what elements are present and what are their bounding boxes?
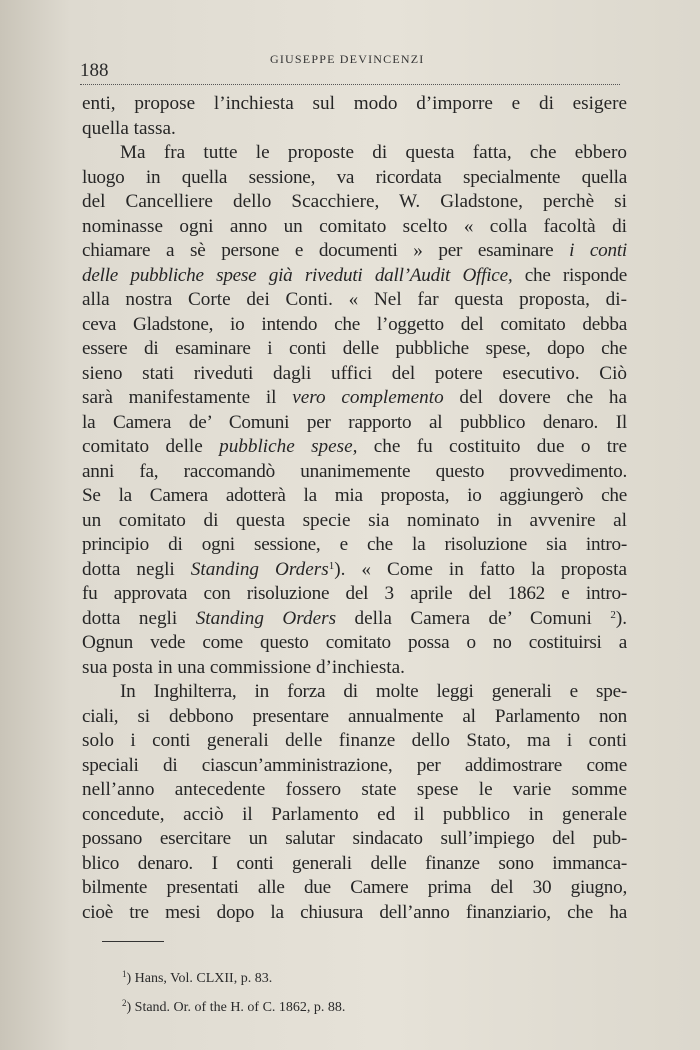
- text-line: nominasse ogni anno un comitato scelto « colla facoltà di: [82, 215, 627, 237]
- italic-phrase: Standing Orders: [190, 558, 329, 580]
- text-line: quella tassa.: [82, 117, 176, 139]
- text-line: cioè tre mesi dopo la chiusura dell’anno finanziario, che ha: [82, 901, 627, 923]
- text-line: alla nostra Corte dei Conti. « Nel far questa proposta, di-: [82, 289, 627, 310]
- footnote-mark: 2: [122, 998, 127, 1008]
- page-header: [80, 44, 620, 85]
- italic-phrase: delle pubbliche spese già riveduti dall’Audit Office,: [82, 264, 513, 286]
- text-line: ciali, si debbono presentare annualmente al Parlamento non: [82, 705, 627, 727]
- body-text: [82, 92, 627, 925]
- text-line: anni fa, raccomandò unanimemente questo provvedimento.: [82, 460, 627, 482]
- text-line: possano esercitare un salutar sindacato sull’impiego del pub-: [82, 828, 627, 849]
- text-line: luogo in quella sessione, va ricordata specialmente quella: [82, 166, 627, 188]
- text-line: In Inghilterra, in forza di molte leggi generali e spe-: [120, 681, 627, 702]
- text-line: un comitato di questa specie sia nominato in avvenire al: [82, 509, 627, 531]
- text-line: sua posta in una commissione d’inchiesta.: [82, 656, 405, 678]
- text-line: sarà manifestamente il vero complemento del dovere che ha: [82, 387, 628, 408]
- text-line: delle pubbliche spese già riveduti dall’Audit Office, che risponde: [82, 264, 627, 286]
- text-line: ceva Gladstone, io intendo che l’oggetto del comitato debba: [82, 313, 627, 335]
- text-line: nell’anno antecedente fossero state spese le varie somme: [82, 779, 627, 800]
- text-line: enti, propose l’inchiesta sul modo d’imporre e di esigere: [82, 93, 627, 114]
- page-number: 188: [80, 60, 109, 81]
- text-line: blico denaro. I conti generali delle finanze sono immanca-: [82, 852, 627, 874]
- footnote: [122, 991, 345, 1020]
- running-head: GIUSEPPE DEVINCENZI: [270, 52, 425, 66]
- footnotes: [122, 962, 345, 1020]
- footnote-divider: [102, 941, 164, 942]
- footnote-ref: 2: [610, 608, 616, 621]
- italic-phrase: i conti: [569, 240, 627, 261]
- footnote-mark: 1: [122, 969, 127, 979]
- footnote-text: ) Stand. Or. of the H. of C. 1862, p. 88.: [126, 1000, 346, 1015]
- text-line: del Cancelliere dello Scacchiere, W. Gladstone, perchè si: [82, 191, 627, 212]
- footnote: [122, 962, 345, 991]
- italic-phrase: Standing Orders: [195, 607, 337, 629]
- text-line: bilmente presentati alle due Camere prima del 30 giugno,: [82, 877, 627, 898]
- text-line: fu approvata con risoluzione del 3 aprile del 1862 e intro-: [82, 583, 627, 604]
- text-line: comitato delle pubbliche spese, che fu costituito due o tre: [82, 436, 627, 457]
- footnote-text: ) Hans, Vol. CLXII, p. 83.: [126, 971, 273, 986]
- text-line: Se la Camera adotterà la mia proposta, io aggiungerò che: [82, 485, 627, 506]
- text-line: sieno stati riveduti dagli uffici del potere esecutivo. Ciò: [82, 362, 627, 384]
- text-line: Ma fra tutte le proposte di questa fatta, che ebbero: [120, 142, 627, 163]
- text-line: la Camera de’ Comuni per rapporto al pubblico denaro. Il: [82, 411, 627, 433]
- text-line: dotta negli Standing Orders$^1$). « Come in fatto la proposta: [82, 558, 627, 580]
- text-line: chiamare a sè persone e documenti » per esaminare i conti: [82, 240, 627, 261]
- text-line: essere di esaminare i conti delle pubbliche spese, dopo che: [82, 338, 627, 359]
- italic-phrase: vero complemento: [292, 387, 444, 408]
- text-line: concedute, acciò il Parlamento ed il pubblico in generale: [82, 803, 627, 825]
- italic-phrase: pubbliche spese,: [219, 436, 358, 457]
- footnote-ref: 1: [328, 559, 335, 572]
- text-line: principio di ogni sessione, e che la risoluzione sia intro-: [82, 534, 627, 555]
- text-line: solo i conti generali delle finanze dello Stato, ma i conti: [82, 730, 627, 751]
- text-line: Ognun vede come questo comitato possa o no costituirsi a: [82, 632, 627, 653]
- text-line: speciali di ciascun’amministrazione, per addimostrare come: [82, 754, 627, 776]
- text-line: dotta negli Standing Orders della Camera de’ Comuni $^2$).: [82, 607, 628, 629]
